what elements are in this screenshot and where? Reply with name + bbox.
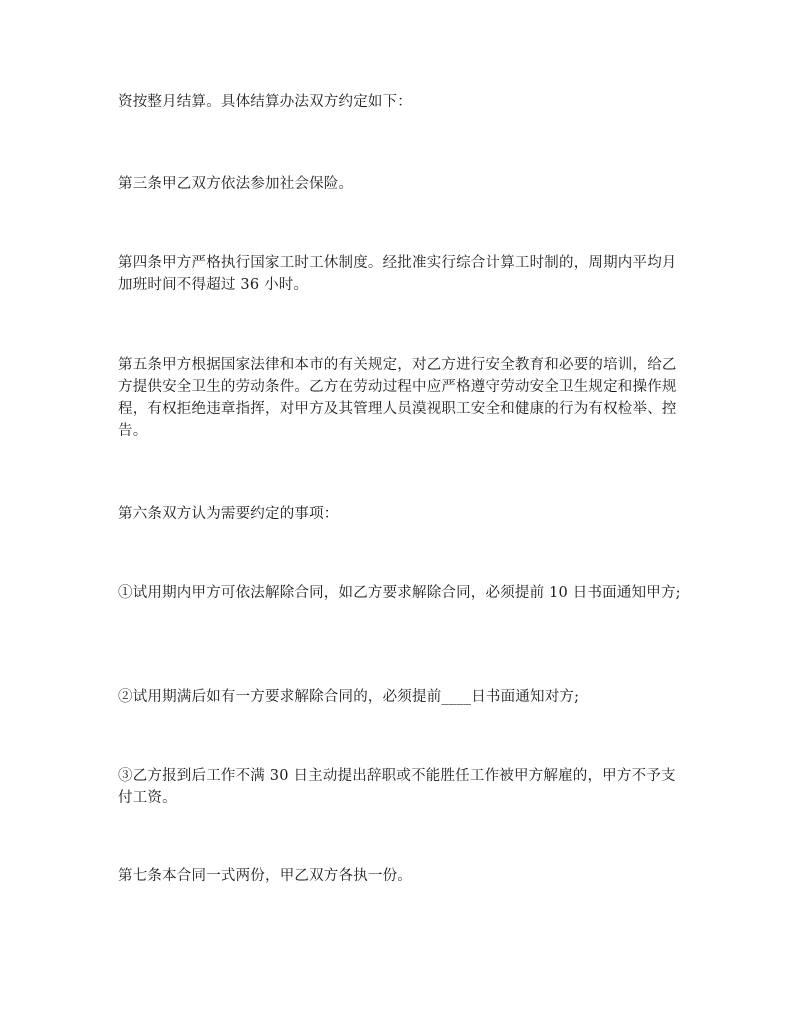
- paragraph-article-6: 第六条双方认为需要约定的事项：: [118, 506, 339, 522]
- paragraph-salary-settlement: 资按整月结算。具体结算办法双方约定如下：: [118, 94, 412, 110]
- paragraph-article-3: 第三条甲乙双方依法参加社会保险。: [118, 176, 354, 192]
- paragraph-item-1: ①试用期内甲方可依法解除合同，如乙方要求解除合同，必须提前 10 日书面通知甲方;: [118, 585, 681, 601]
- paragraph-item-3: ③乙方报到后工作不满 30 日主动提出辞职或不能胜任工作被甲方解雇的，甲方不予支付工资。: [118, 768, 676, 806]
- paragraph-item-2: ②试用期满后如有一方要求解除合同的，必须提前____日书面通知对方;: [118, 689, 580, 705]
- paragraph-article-7: 第七条本合同一式两份，甲乙双方各执一份。: [118, 868, 412, 884]
- paragraph-article-5: 第五条甲方根据国家法律和本市的有关规定，对乙方进行安全教育和必要的培训，给乙方提供安全卫生的劳动条件。乙方在劳动过程中应严格遵守劳动安全卫生规定和操作规程，有权拒绝违章指挥，对甲方及其管理人员漠视职工安全和健康的行为有权检举、控告。: [118, 357, 677, 439]
- paragraph-article-4: 第四条甲方严格执行国家工时工休制度。经批准实行综合计算工时制的，周期内平均月加班时间不得超过 36 小时。: [118, 255, 677, 293]
